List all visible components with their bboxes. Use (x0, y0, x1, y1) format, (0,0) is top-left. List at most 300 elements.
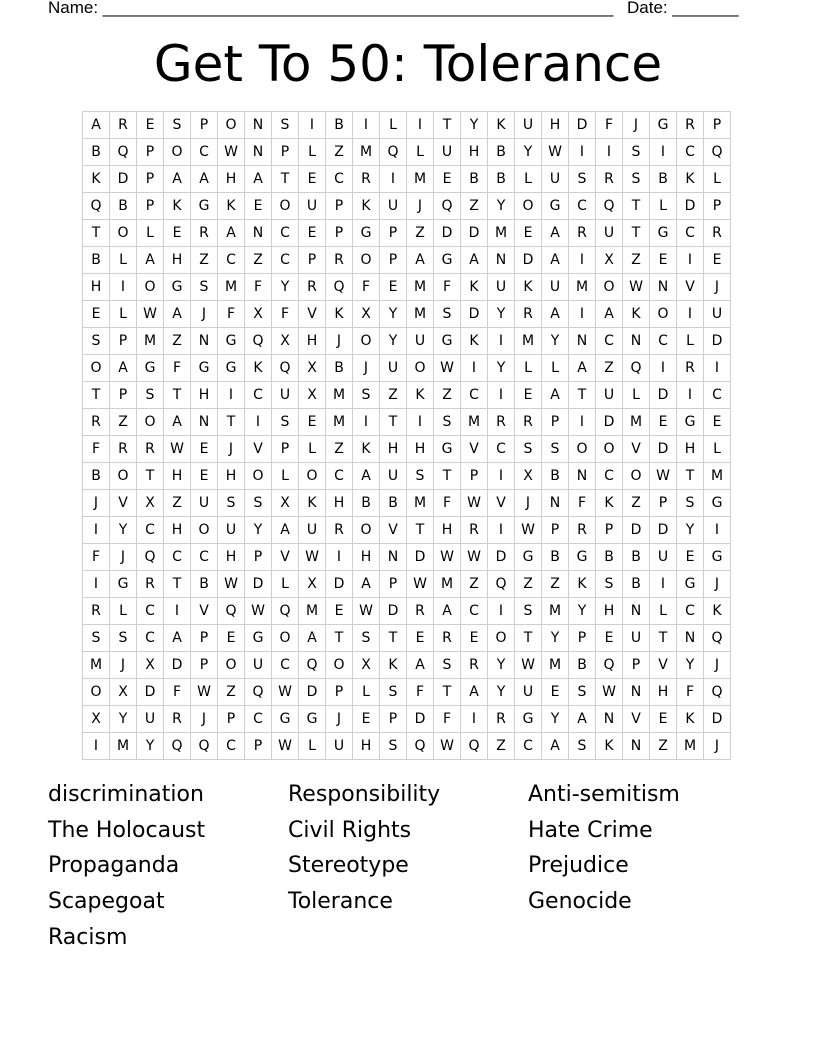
grid-cell: W (137, 301, 164, 328)
grid-cell: I (569, 247, 596, 274)
grid-cell: I (569, 409, 596, 436)
grid-cell: M (515, 328, 542, 355)
grid-cell: K (353, 193, 380, 220)
grid-cell: U (380, 463, 407, 490)
grid-cell: C (596, 328, 623, 355)
grid-cell: Q (488, 571, 515, 598)
grid-cell: Z (407, 220, 434, 247)
grid-cell: Y (137, 733, 164, 760)
grid-cell: F (434, 706, 461, 733)
grid-cell: T (83, 220, 110, 247)
grid-cell: Z (326, 139, 353, 166)
grid-cell: C (245, 706, 272, 733)
grid-cell: Q (299, 652, 326, 679)
grid-cell: V (650, 652, 677, 679)
grid-cell: I (83, 733, 110, 760)
grid-cell: G (515, 706, 542, 733)
grid-cell: S (137, 382, 164, 409)
grid-cell: O (326, 652, 353, 679)
grid-cell: O (164, 139, 191, 166)
grid-cell: B (83, 463, 110, 490)
grid-cell: U (191, 490, 218, 517)
grid-cell: C (137, 517, 164, 544)
grid-cell: E (218, 625, 245, 652)
grid-cell: I (677, 247, 704, 274)
word-search-grid (82, 111, 731, 760)
grid-cell: E (83, 301, 110, 328)
grid-cell: R (326, 247, 353, 274)
grid-cell: X (353, 301, 380, 328)
grid-cell: O (353, 517, 380, 544)
grid-cell: G (434, 328, 461, 355)
grid-cell: H (218, 166, 245, 193)
grid-cell: O (110, 220, 137, 247)
word-list-item: Racism (48, 924, 128, 950)
grid-cell: Z (110, 409, 137, 436)
grid-cell: X (515, 463, 542, 490)
grid-cell: I (488, 517, 515, 544)
grid-cell: T (137, 463, 164, 490)
grid-cell: I (110, 274, 137, 301)
grid-cell: E (650, 409, 677, 436)
grid-cell: N (542, 490, 569, 517)
grid-cell: D (299, 679, 326, 706)
grid-cell: W (164, 436, 191, 463)
grid-cell: F (83, 436, 110, 463)
grid-cell: R (515, 409, 542, 436)
grid-cell: I (650, 355, 677, 382)
grid-cell: L (677, 328, 704, 355)
grid-cell: L (650, 193, 677, 220)
grid-cell: O (299, 463, 326, 490)
grid-cell: M (434, 571, 461, 598)
grid-cell: P (245, 733, 272, 760)
grid-cell: Z (542, 571, 569, 598)
grid-cell: A (245, 166, 272, 193)
grid-cell: K (461, 274, 488, 301)
grid-cell: U (515, 112, 542, 139)
grid-cell: O (488, 625, 515, 652)
grid-cell: X (299, 355, 326, 382)
grid-cell: D (245, 571, 272, 598)
grid-cell: S (272, 112, 299, 139)
grid-cell: A (299, 625, 326, 652)
grid-cell: T (164, 382, 191, 409)
grid-cell: Z (461, 193, 488, 220)
grid-cell: R (326, 517, 353, 544)
grid-cell: D (461, 220, 488, 247)
grid-cell: N (380, 544, 407, 571)
grid-cell: M (569, 274, 596, 301)
grid-cell: U (272, 382, 299, 409)
grid-cell: P (326, 193, 353, 220)
grid-cell: A (542, 382, 569, 409)
grid-cell: W (623, 274, 650, 301)
grid-cell: L (650, 598, 677, 625)
grid-cell: J (704, 274, 731, 301)
grid-cell: O (515, 193, 542, 220)
grid-cell: U (245, 652, 272, 679)
grid-cell: G (245, 625, 272, 652)
grid-cell: B (110, 193, 137, 220)
grid-cell: Y (542, 328, 569, 355)
grid-cell: N (596, 706, 623, 733)
grid-cell: L (704, 166, 731, 193)
grid-cell: L (110, 301, 137, 328)
grid-cell: F (677, 679, 704, 706)
grid-cell: X (245, 301, 272, 328)
grid-cell: B (353, 490, 380, 517)
grid-cell: D (650, 382, 677, 409)
word-list-item: Hate Crime (528, 817, 653, 843)
grid-cell: Y (110, 517, 137, 544)
grid-cell: I (245, 409, 272, 436)
grid-cell: R (677, 355, 704, 382)
grid-cell: S (164, 112, 191, 139)
grid-cell: P (191, 112, 218, 139)
grid-cell: S (677, 490, 704, 517)
grid-cell: D (407, 544, 434, 571)
grid-cell: E (461, 625, 488, 652)
grid-cell: Z (218, 679, 245, 706)
grid-cell: Y (542, 706, 569, 733)
grid-cell: T (164, 571, 191, 598)
grid-cell: K (623, 301, 650, 328)
grid-cell: G (110, 571, 137, 598)
grid-cell: W (218, 139, 245, 166)
grid-cell: L (515, 166, 542, 193)
grid-cell: I (461, 355, 488, 382)
grid-cell: T (623, 220, 650, 247)
grid-cell: P (326, 679, 353, 706)
grid-cell: N (677, 625, 704, 652)
grid-cell: Z (488, 733, 515, 760)
grid-cell: A (164, 625, 191, 652)
grid-cell: K (299, 490, 326, 517)
grid-cell: R (569, 220, 596, 247)
grid-cell: F (245, 274, 272, 301)
grid-cell: U (299, 517, 326, 544)
grid-cell: B (650, 166, 677, 193)
grid-cell: Y (542, 625, 569, 652)
grid-cell: C (137, 625, 164, 652)
grid-cell: O (191, 517, 218, 544)
grid-cell: Q (596, 193, 623, 220)
grid-cell: S (569, 166, 596, 193)
grid-cell: U (596, 220, 623, 247)
grid-cell: Q (623, 355, 650, 382)
grid-cell: G (434, 247, 461, 274)
grid-cell: U (488, 274, 515, 301)
grid-cell: Y (488, 355, 515, 382)
grid-cell: M (542, 652, 569, 679)
grid-cell: E (299, 220, 326, 247)
grid-cell: T (407, 517, 434, 544)
grid-cell: W (515, 517, 542, 544)
grid-cell: I (488, 598, 515, 625)
grid-cell: R (110, 112, 137, 139)
grid-cell: L (353, 679, 380, 706)
grid-cell: P (110, 328, 137, 355)
grid-cell: V (272, 544, 299, 571)
grid-cell: S (245, 490, 272, 517)
grid-cell: M (353, 139, 380, 166)
grid-cell: H (677, 436, 704, 463)
grid-cell: Z (245, 247, 272, 274)
grid-cell: L (299, 733, 326, 760)
grid-cell: S (191, 274, 218, 301)
grid-cell: Q (704, 139, 731, 166)
grid-cell: E (596, 625, 623, 652)
grid-cell: S (434, 409, 461, 436)
grid-cell: H (218, 544, 245, 571)
grid-cell: H (542, 112, 569, 139)
grid-cell: M (218, 274, 245, 301)
grid-cell: U (542, 166, 569, 193)
grid-cell: I (218, 382, 245, 409)
grid-cell: A (137, 247, 164, 274)
grid-cell: I (650, 571, 677, 598)
grid-cell: P (272, 139, 299, 166)
grid-cell: O (272, 193, 299, 220)
grid-cell: K (218, 193, 245, 220)
grid-cell: G (218, 328, 245, 355)
grid-cell: G (704, 490, 731, 517)
grid-cell: I (677, 301, 704, 328)
grid-cell: C (677, 139, 704, 166)
grid-cell: W (461, 490, 488, 517)
grid-cell: T (623, 193, 650, 220)
grid-cell: P (461, 463, 488, 490)
grid-cell: K (164, 193, 191, 220)
grid-cell: M (137, 328, 164, 355)
grid-cell: R (515, 301, 542, 328)
grid-cell: Q (704, 625, 731, 652)
grid-cell: O (83, 679, 110, 706)
grid-cell: O (137, 274, 164, 301)
grid-cell: R (83, 598, 110, 625)
grid-cell: E (299, 409, 326, 436)
grid-cell: W (434, 544, 461, 571)
grid-cell: H (461, 139, 488, 166)
grid-cell: L (137, 220, 164, 247)
grid-cell: Q (596, 652, 623, 679)
grid-cell: C (326, 463, 353, 490)
date-field[interactable]: Date: _______ (627, 0, 739, 17)
grid-cell: P (326, 220, 353, 247)
grid-cell: C (272, 652, 299, 679)
grid-cell: Y (380, 301, 407, 328)
grid-cell: V (677, 274, 704, 301)
grid-cell: C (461, 382, 488, 409)
grid-cell: E (191, 436, 218, 463)
grid-cell: A (353, 571, 380, 598)
grid-cell: J (326, 706, 353, 733)
grid-cell: S (434, 301, 461, 328)
grid-cell: D (704, 328, 731, 355)
grid-cell: U (218, 517, 245, 544)
grid-cell: Y (461, 112, 488, 139)
grid-cell: E (542, 679, 569, 706)
grid-cell: Y (488, 301, 515, 328)
grid-cell: K (677, 706, 704, 733)
grid-cell: G (677, 571, 704, 598)
grid-cell: P (191, 625, 218, 652)
grid-cell: X (137, 652, 164, 679)
grid-cell: V (245, 436, 272, 463)
grid-cell: A (569, 355, 596, 382)
grid-cell: K (596, 733, 623, 760)
grid-cell: C (326, 166, 353, 193)
grid-cell: B (326, 355, 353, 382)
grid-cell: B (488, 139, 515, 166)
grid-cell: K (596, 490, 623, 517)
grid-cell: N (650, 274, 677, 301)
grid-cell: S (569, 679, 596, 706)
grid-cell: C (191, 544, 218, 571)
word-list-item: Propaganda (48, 853, 180, 879)
grid-cell: A (434, 598, 461, 625)
grid-cell: Z (326, 436, 353, 463)
grid-cell: V (380, 517, 407, 544)
grid-cell: D (164, 652, 191, 679)
grid-cell: Z (164, 328, 191, 355)
grid-cell: I (596, 139, 623, 166)
grid-cell: H (83, 274, 110, 301)
grid-cell: X (299, 382, 326, 409)
grid-cell: W (434, 355, 461, 382)
grid-cell: P (218, 706, 245, 733)
grid-cell: E (677, 544, 704, 571)
grid-cell: D (488, 544, 515, 571)
grid-cell: P (110, 382, 137, 409)
grid-cell: T (326, 625, 353, 652)
grid-cell: D (434, 220, 461, 247)
grid-cell: C (650, 328, 677, 355)
grid-cell: F (272, 301, 299, 328)
word-list-item: Tolerance (288, 889, 393, 915)
grid-cell: M (83, 652, 110, 679)
grid-cell: M (407, 490, 434, 517)
grid-cell: T (569, 382, 596, 409)
grid-cell: Q (461, 733, 488, 760)
word-list-item: discrimination (48, 782, 204, 807)
grid-cell: A (164, 301, 191, 328)
grid-cell: C (677, 220, 704, 247)
grid-cell: G (650, 220, 677, 247)
grid-cell: E (299, 166, 326, 193)
grid-cell: M (623, 409, 650, 436)
grid-cell: L (110, 247, 137, 274)
grid-cell: N (488, 247, 515, 274)
grid-cell: E (380, 274, 407, 301)
grid-cell: R (164, 706, 191, 733)
grid-cell: F (218, 301, 245, 328)
grid-cell: T (650, 625, 677, 652)
grid-cell: F (164, 679, 191, 706)
grid-cell: P (542, 409, 569, 436)
grid-cell: Y (515, 139, 542, 166)
grid-cell: B (380, 490, 407, 517)
grid-cell: W (272, 733, 299, 760)
grid-cell: L (542, 355, 569, 382)
grid-cell: L (515, 355, 542, 382)
grid-cell: W (407, 571, 434, 598)
grid-cell: T (380, 625, 407, 652)
grid-cell: T (83, 382, 110, 409)
grid-cell: W (596, 679, 623, 706)
grid-cell: P (650, 490, 677, 517)
grid-cell: G (569, 544, 596, 571)
grid-cell: P (137, 139, 164, 166)
grid-cell: P (569, 625, 596, 652)
grid-cell: H (164, 247, 191, 274)
grid-cell: R (353, 166, 380, 193)
grid-cell: S (380, 733, 407, 760)
grid-cell: W (515, 652, 542, 679)
grid-cell: O (623, 463, 650, 490)
grid-cell: Y (110, 706, 137, 733)
grid-cell: S (83, 328, 110, 355)
grid-cell: Q (245, 328, 272, 355)
grid-cell: U (326, 733, 353, 760)
grid-cell: P (380, 220, 407, 247)
grid-cell: F (596, 112, 623, 139)
grid-cell: G (164, 274, 191, 301)
grid-cell: S (542, 436, 569, 463)
grid-cell: J (623, 112, 650, 139)
word-list-item: Scapegoat (48, 889, 165, 915)
grid-cell: A (542, 733, 569, 760)
grid-cell: A (83, 112, 110, 139)
grid-cell: Y (488, 193, 515, 220)
grid-cell: X (299, 571, 326, 598)
grid-cell: C (569, 193, 596, 220)
grid-cell: N (623, 328, 650, 355)
grid-cell: H (380, 436, 407, 463)
grid-cell: G (650, 112, 677, 139)
grid-cell: Q (83, 193, 110, 220)
grid-cell: K (677, 166, 704, 193)
grid-cell: D (515, 247, 542, 274)
grid-cell: C (164, 544, 191, 571)
grid-cell: S (218, 490, 245, 517)
grid-cell: B (542, 463, 569, 490)
grid-cell: D (650, 517, 677, 544)
grid-cell: G (272, 706, 299, 733)
grid-cell: G (515, 544, 542, 571)
grid-cell: T (434, 112, 461, 139)
grid-cell: R (569, 517, 596, 544)
grid-cell: W (434, 733, 461, 760)
grid-cell: I (353, 112, 380, 139)
grid-cell: Q (704, 679, 731, 706)
grid-cell: I (704, 355, 731, 382)
grid-cell: E (407, 625, 434, 652)
grid-cell: M (461, 409, 488, 436)
grid-cell: D (110, 166, 137, 193)
grid-cell: H (650, 679, 677, 706)
grid-cell: I (488, 463, 515, 490)
grid-cell: K (704, 598, 731, 625)
grid-cell: F (569, 490, 596, 517)
grid-cell: N (245, 139, 272, 166)
grid-cell: M (407, 301, 434, 328)
grid-cell: R (434, 625, 461, 652)
grid-cell: R (407, 598, 434, 625)
name-field[interactable]: Name: ______________________________________________________ (48, 0, 614, 17)
grid-cell: T (677, 463, 704, 490)
